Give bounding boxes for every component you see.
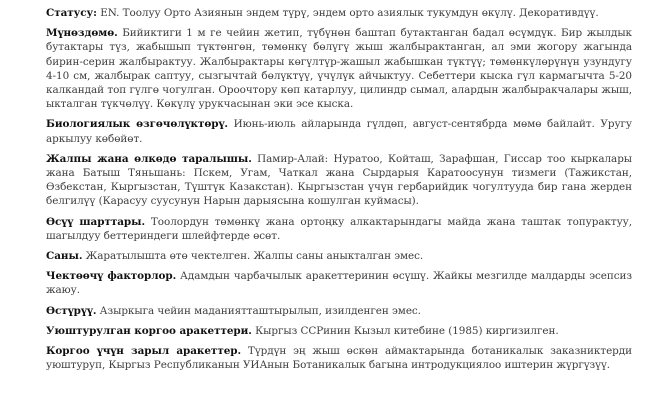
section-heading: Коргоо үчүн зарыл аракеттер. [46, 345, 242, 358]
section-text: Июнь-июль айларында гүлдөп, август-сентябрда мөмө байлайт. Уругу аркылуу көбөйөт. [46, 118, 632, 145]
section-biology [46, 117, 632, 145]
section-description [46, 26, 632, 111]
section-text: Адамдын чарбачылык аракеттеринин өсүшү. Жайкы мезгилде малдарды эсепсиз жаюу. [46, 270, 633, 297]
section-distribution [46, 152, 632, 209]
section-heading: Статусу: [46, 7, 97, 19]
section-heading: Биологиялык өзгөчөлүктөрү. [46, 118, 228, 131]
section-required-measures [46, 344, 632, 372]
section-protection-measures [46, 324, 632, 338]
document-page [46, 6, 632, 378]
section-text: EN. Тоолуу Орто Азиянын эндем түрү, эндем орто азиялык тукумдун өкүлү. Декоративдүү. [96, 7, 599, 19]
section-text: Түрдүн эң жыш өскөн аймактарында ботаникалык заказниктерди уюштуруп, Кыргыз Республиканын УИАнын Ботаникалык багына интродукциялоо иштерин жүргүзүү. [46, 345, 632, 372]
section-heading: Чектөөчү факторлор. [46, 270, 177, 283]
section-status [46, 6, 632, 20]
section-cultivation [46, 304, 632, 318]
section-text: Жаратылышта өтө чектелген. Жалпы саны аныкталган эмес. [82, 250, 424, 263]
section-text: Памир-Алай: Нуратоо, Койташ, Зарафшан, Гиссар тоо кыркалары жана Батыш Тяньшань: Пскем, Угам, Чаткал жана Сырдарыя Каратоосунун тизмеги (Тажикстан, Өзбекстан, Кыргызстан, Түштүк Казакстан). Кыргызстан үчүн гербарийдик чогултууда бир гана жерден белгилүү (Карасуу суусунун Нарын дарыясына кошулган куймасы). [46, 152, 633, 208]
section-heading: Өстүрүү. [46, 304, 97, 317]
section-heading: Өсүү шарттары. [46, 215, 146, 228]
section-text: Азыркыга чейин маданиятташтырылып, изилденген эмес. [96, 304, 421, 317]
section-text: Тоолордун төмөнкү жана ортоңку алкактарындагы майда жана таштак топурактуу, шагылдуу беттериндеги шлейфтерде өсөт. [46, 215, 632, 242]
section-limiting-factors [46, 269, 632, 297]
section-heading: Саны. [46, 250, 83, 263]
section-growth-conditions [46, 215, 632, 243]
section-heading: Уюштурулган коргоо аракеттери. [46, 324, 252, 337]
section-heading: Жалпы жана өлкөдө таралышы. [46, 152, 252, 165]
section-heading: Мүнөздөмө. [46, 27, 118, 40]
section-population [46, 249, 632, 263]
section-text: Кыргыз ССРинин Кызыл китебине (1985) киргизилген. [251, 324, 559, 337]
section-text: Бийиктиги 1 м ге чейин жетип, түбүнөн баштап бутактанган бадал өсүмдүк. Бир жылдык бутактары түз, жабышып түктөнгөн, төмөнкү бөлүгү жыш жалбырактанган, ал эми жогору жагында бирин-серин жалбырактуу. Жалбырактары көгүлтүр-жашыл жабышкан түктүү; төмөнкүлөрүнүн узундугу 4-10 см, жалбырак саптуу, сызгычтай бөлүктүү, үчүлүк айчыктуу. Себеттери кыска гүл кармагычта 5-20 калкандай топ гүлгө чогулган. Ороочтору көп катарлуу, цилиндр сымал, алардын жалбыракчалары жыш, ыкталган түкчөлүү. Көкүлү урукчасынан эки эсе кыска. [46, 27, 632, 111]
